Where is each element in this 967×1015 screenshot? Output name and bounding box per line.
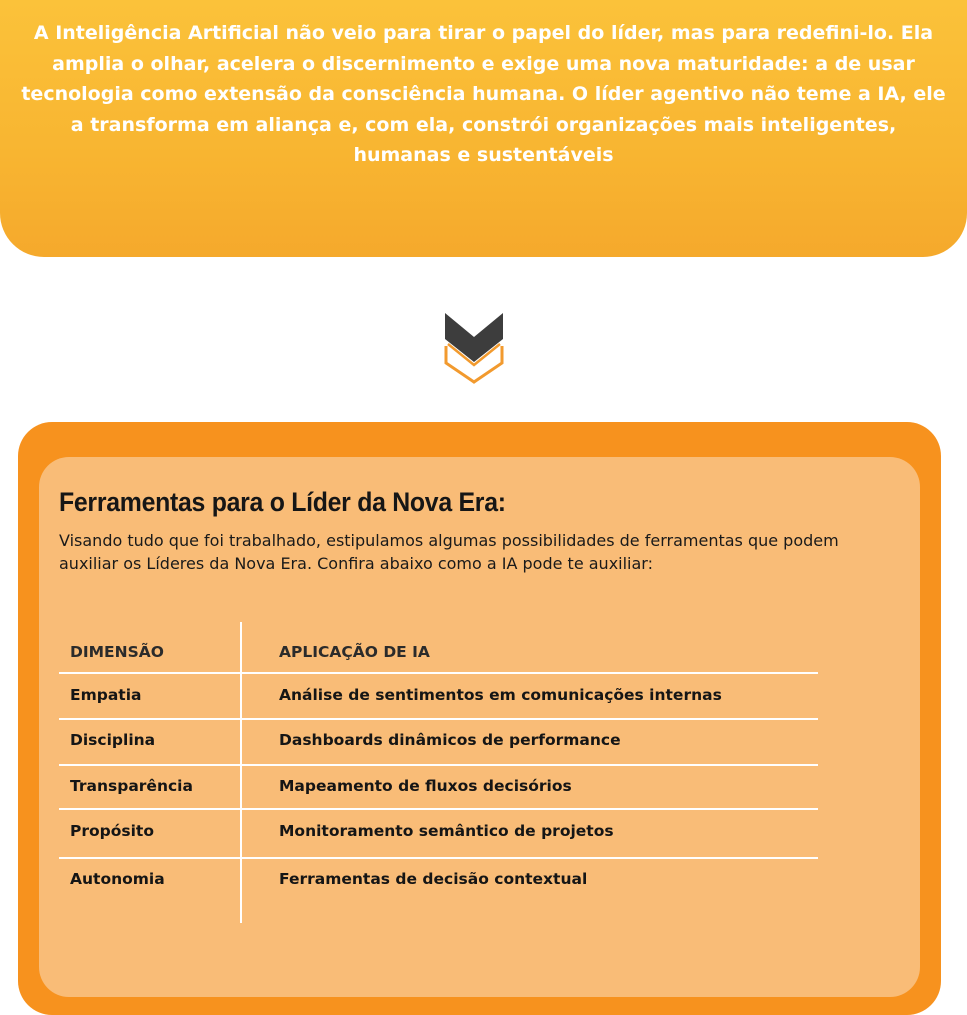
table-header-row	[59, 622, 818, 674]
header-dimension: DIMENSÃO	[70, 643, 164, 661]
row-dimension: Empatia	[70, 686, 142, 704]
tools-intro: Visando tudo que foi trabalhado, estipulamos algumas possibilidades de ferramentas que podem auxiliar os Líderes da Nova Era. Confira abaixo como a IA pode te auxiliar:	[59, 531, 839, 573]
row-dimension: Autonomia	[70, 870, 165, 888]
quote-callout	[0, 0, 967, 257]
table-row	[59, 720, 818, 766]
table-row	[59, 859, 818, 923]
row-application: Ferramentas de decisão contextual	[279, 870, 588, 888]
table-row	[59, 810, 818, 859]
quote-text: A Inteligência Artificial não veio para tirar o papel do líder, mas para redefini-lo. Ela amplia o olhar, acelera o discernimento e exige uma nova maturidade: a de usar tecnologia como extensão da consciência humana. O líder agentivo não teme a IA, ele a transforma em aliança e, com ela, constrói organizações mais inteligentes, humanas e sustentáveis	[21, 22, 946, 166]
row-application: Monitoramento semântico de projetos	[279, 822, 614, 840]
tools-section	[18, 422, 941, 1015]
header-application: APLICAÇÃO DE IA	[279, 643, 430, 661]
row-application: Análise de sentimentos em comunicações internas	[279, 686, 722, 704]
ia-tools-table	[59, 622, 818, 923]
table-row	[59, 766, 818, 810]
double-chevron-down-icon	[441, 311, 507, 385]
row-application: Dashboards dinâmicos de performance	[279, 731, 621, 749]
table-row	[59, 674, 818, 720]
row-dimension: Transparência	[70, 777, 193, 795]
tools-card	[39, 457, 920, 997]
row-application: Mapeamento de fluxos decisórios	[279, 777, 572, 795]
row-dimension: Propósito	[70, 822, 154, 840]
row-dimension: Disciplina	[70, 731, 156, 749]
tools-title: Ferramentas para o Líder da Nova Era:	[59, 487, 506, 517]
